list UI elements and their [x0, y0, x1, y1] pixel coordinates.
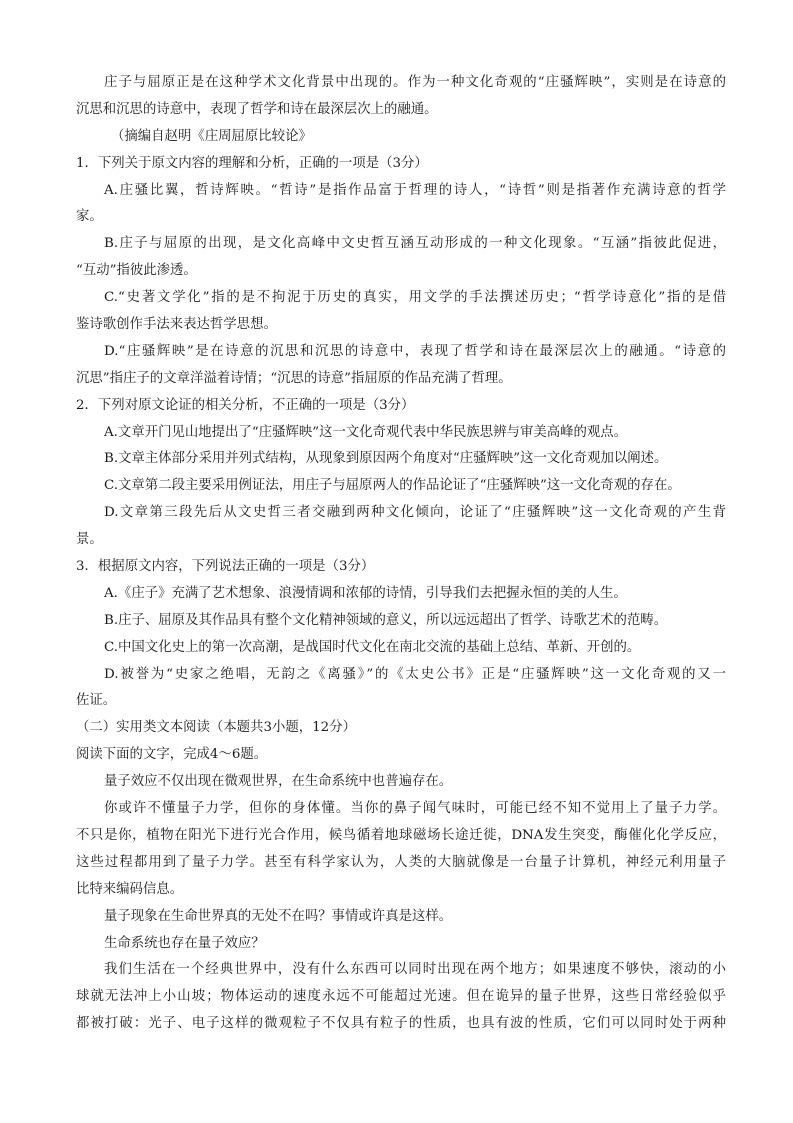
article-paragraph-cont: 这些过程都用到了量子力学。甚至有科学家认为，人类的大脑就像是一台量子计算机，神经元利用量子	[76, 854, 726, 870]
article-paragraph: 你或许不懂量子力学，但你的身体懂。当你的鼻子闻气味时，可能已经不知不觉用上了量子力学。	[104, 801, 726, 817]
article-subheading: 生命系统也存在量子效应？	[104, 935, 265, 951]
question-3-option-a: A.《庄子》充满了艺术想象、浪漫情调和浓郁的诗情，引导我们去把握永恒的美的人生。	[104, 585, 627, 601]
question-1-option-d-cont: 沉思”指庄子的文章洋溢着诗情；“沉思的诗意”指屈原的作品充满了哲理。	[76, 370, 512, 386]
question-1-option-b: B.庄子与屈原的出现，是文化高峰中文史哲互涵互动形成的一种文化现象。“互涵”指彼此促进，	[104, 236, 726, 252]
question-3-option-d: D.被誉为“史家之绝唱，无韵之《离骚》”的《太史公书》正是“庄骚辉映”这一文化奇观的又一	[104, 666, 726, 682]
question-3-option-d-cont: 佐证。	[76, 693, 117, 709]
article-paragraph: 我们生活在一个经典世界中，没有什么东西可以同时出现在两个地方；如果速度不够快，滚动的小	[104, 962, 726, 978]
question-2-option-d-cont: 景。	[76, 532, 103, 548]
article-paragraph-cont: 比特来编码信息。	[76, 881, 184, 897]
question-1-option-a: A.庄骚比翼，哲诗辉映。“哲诗”是指作品富于哲理的诗人，“诗哲”则是指著作充满诗意的哲学	[104, 182, 726, 198]
article-paragraph: 量子效应不仅出现在微观世界，在生命系统中也普遍存在。	[104, 774, 453, 790]
question-1-option-c-cont: 鉴诗歌创作手法来表达哲学思想。	[76, 317, 277, 333]
question-2-option-c: C.文章第二段主要采用例证法，用庄子与屈原两人的作品论证了“庄骚辉映”这一文化奇观的存在。	[104, 478, 681, 494]
question-3-option-c: C.中国文化史上的第一次高潮，是战国时代文化在南北交流的基础上总结、革新、开创的。	[104, 639, 641, 655]
question-1-option-c: C.“史著文学化”指的是不拘泥于历史的真实，用文学的手法撰述历史；“哲学诗意化”指的是借	[104, 290, 726, 306]
article-paragraph-cont: 球就无法冲上小山坡；物体运动的速度永远不可能超过光速。但在诡异的量子世界，这些日常经验似乎	[76, 989, 726, 1005]
question-1-stem: 1．下列关于原文内容的理解和分析，正确的一项是（3分）	[76, 155, 428, 171]
question-2-option-d: D.文章第三段先后从文史哲三者交融到两种文化倾向，论证了“庄骚辉映”这一文化奇观的产生背	[104, 505, 726, 521]
source-citation: （摘编自赵明《庄周屈原比较论》	[111, 128, 312, 144]
section-heading: （二）实用类文本阅读（本题共3小题，12分）	[76, 720, 356, 736]
passage-line: 庄子与屈原正是在这种学术文化背景中出现的。作为一种文化奇观的“庄骚辉映”，实则是在诗意的	[104, 75, 726, 90]
article-paragraph-cont: 不只是你，植物在阳光下进行光合作用，候鸟循着地球磁场长途迁徙，DNA发生突变，酶催化化学反应，	[76, 827, 726, 843]
question-2-stem: 2．下列对原文论证的相关分析，不正确的一项是（3分）	[76, 397, 415, 413]
question-1-option-a-cont: 家。	[76, 209, 103, 225]
document-page	[76, 70, 726, 1038]
article-paragraph-cont: 都被打破：光子、电子这样的微观粒子不仅具有粒子的性质，也具有波的性质，它们可以同时处于两种	[76, 1016, 726, 1032]
question-2-option-a: A.文章开门见山地提出了“庄骚辉映”这一文化奇观代表中华民族思辨与审美高峰的观点。	[104, 424, 628, 440]
question-1-option-d: D.“庄骚辉映”是在诗意的沉思和沉思的诗意中，表现了哲学和诗在最深层次上的融通。“诗意的	[104, 343, 726, 359]
passage-line: 沉思和沉思的诗意中，表现了哲学和诗在最深层次上的融通。	[76, 101, 438, 117]
question-2-option-b: B.文章主体部分采用并列式结构，从现象到原因两个角度对“庄骚辉映”这一文化奇观加以阐述。	[104, 451, 668, 467]
section-instruction: 阅读下面的文字，完成4～6题。	[76, 747, 268, 763]
question-3-option-b: B.庄子、屈原及其作品具有整个文化精神领域的意义，所以远远超出了哲学、诗歌艺术的范畴。	[104, 612, 668, 628]
article-paragraph: 量子现象在生命世界真的无处不在吗？事情或许真是这样。	[104, 908, 453, 924]
question-3-stem: 3．根据原文内容，下列说法正确的一项是（3分）	[76, 559, 375, 575]
question-1-option-b-cont: “互动”指彼此渗透。	[76, 263, 197, 279]
